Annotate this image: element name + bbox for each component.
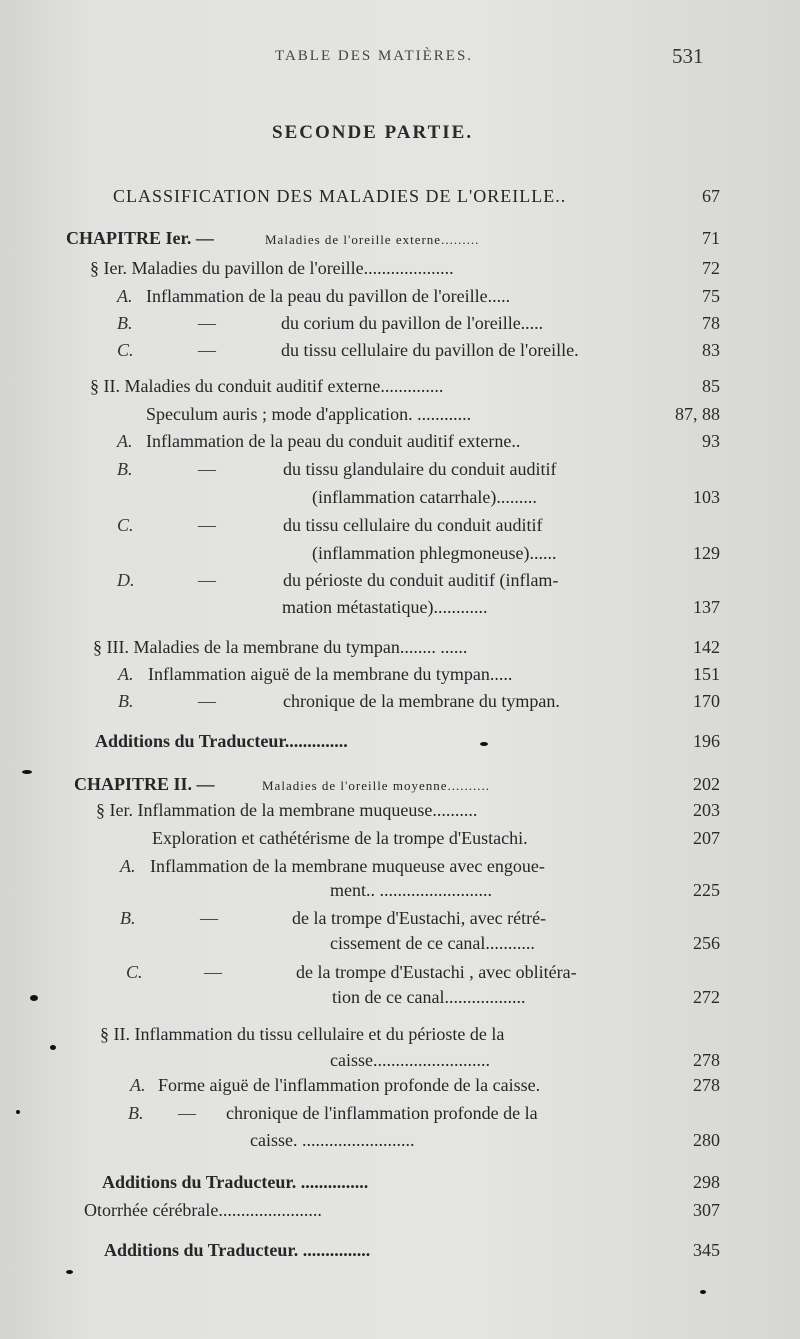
toc-entry bbox=[0, 515, 800, 545]
toc-entry bbox=[0, 186, 800, 216]
entry-text: Inflammation de la peau du conduit auditif externe.. bbox=[146, 431, 521, 451]
entry-text: caisse.......................... bbox=[330, 1050, 490, 1070]
header-page-number: 531 bbox=[672, 44, 704, 68]
entry-page: 137 bbox=[693, 597, 720, 617]
toc-entry bbox=[0, 1240, 800, 1270]
toc-entry bbox=[0, 1200, 800, 1230]
entry-text: Additions du Traducteur.............. bbox=[95, 731, 348, 751]
entry-page: 202 bbox=[693, 774, 720, 794]
entry-page: 85 bbox=[702, 376, 720, 396]
entry-text: Maladies de l'oreille moyenne.......... bbox=[262, 778, 490, 793]
entry-page: 170 bbox=[693, 691, 720, 711]
scan-speck bbox=[16, 1110, 20, 1114]
chapter-entry bbox=[0, 228, 800, 258]
toc-entry bbox=[0, 731, 800, 761]
entry-page: 256 bbox=[693, 933, 720, 953]
toc-entry bbox=[0, 340, 800, 370]
entry-page: 280 bbox=[693, 1130, 720, 1150]
entry-letter: B. bbox=[117, 459, 133, 479]
chapter-prefix: CHAPITRE Ier. — bbox=[66, 228, 214, 248]
toc-entry bbox=[0, 1103, 800, 1133]
entry-text: cissement de ce canal........... bbox=[330, 933, 535, 953]
entry-letter: B. bbox=[118, 691, 134, 711]
entry-letter: A. bbox=[120, 856, 136, 876]
entry-page: 67 bbox=[702, 186, 720, 206]
entry-dash: — bbox=[198, 691, 216, 711]
entry-page: 103 bbox=[693, 487, 720, 507]
entry-page: 196 bbox=[693, 731, 720, 751]
entry-text: Additions du Traducteur. ............... bbox=[102, 1172, 369, 1192]
entry-text: § Ier. Maladies du pavillon de l'oreille.................... bbox=[90, 258, 454, 278]
toc-entry bbox=[0, 637, 800, 667]
toc-entry bbox=[0, 313, 800, 343]
entry-page: 203 bbox=[693, 800, 720, 820]
toc-entry bbox=[0, 570, 800, 600]
entry-text: § Ier. Inflammation de la membrane muqueuse.......... bbox=[96, 800, 478, 820]
entry-text: du tissu cellulaire du pavillon de l'oreille. bbox=[281, 340, 579, 360]
toc-entry bbox=[0, 1130, 800, 1160]
entry-page: 72 bbox=[702, 258, 720, 278]
toc-entry bbox=[0, 404, 800, 434]
scan-speck bbox=[66, 1270, 73, 1274]
entry-page: 83 bbox=[702, 340, 720, 360]
entry-text: § II. Inflammation du tissu cellulaire et du périoste de la bbox=[100, 1024, 505, 1044]
entry-text: mation métastatique)............ bbox=[282, 597, 488, 617]
entry-text: Speculum auris ; mode d'application. ............ bbox=[146, 404, 472, 424]
entry-text: du corium du pavillon de l'oreille..... bbox=[281, 313, 544, 333]
entry-letter: C. bbox=[117, 340, 134, 360]
entry-letter: A. bbox=[130, 1075, 146, 1095]
entry-text: (inflammation catarrhale)......... bbox=[312, 487, 537, 507]
entry-text: Exploration et cathétérisme de la trompe d'Eustachi. bbox=[152, 828, 528, 848]
entry-text: Inflammation aiguë de la membrane du tympan..... bbox=[148, 664, 513, 684]
entry-text: Maladies de l'oreille externe......... bbox=[265, 232, 480, 247]
entry-text: § III. Maladies de la membrane du tympan........ ...... bbox=[93, 637, 468, 657]
toc-entry bbox=[0, 376, 800, 406]
entry-page: 225 bbox=[693, 880, 720, 900]
entry-page: 278 bbox=[693, 1050, 720, 1070]
entry-text: caisse. ......................... bbox=[250, 1130, 415, 1150]
entry-text: Forme aiguë de l'inflammation profonde de la caisse. bbox=[158, 1075, 541, 1095]
entry-letter: B. bbox=[120, 908, 136, 928]
entry-text: Inflammation de la peau du pavillon de l'oreille..... bbox=[146, 286, 511, 306]
entry-letter: B. bbox=[117, 313, 133, 333]
chapter-prefix: CHAPITRE II. — bbox=[74, 774, 215, 794]
entry-letter: C. bbox=[117, 515, 134, 535]
scan-speck bbox=[700, 1290, 706, 1294]
entry-text: Otorrhée cérébrale....................... bbox=[84, 1200, 322, 1220]
toc-entry bbox=[0, 933, 800, 963]
scan-speck bbox=[480, 742, 488, 746]
entry-text: § II. Maladies du conduit auditif externe.............. bbox=[90, 376, 444, 396]
scan-speck bbox=[22, 770, 32, 774]
running-header: TABLE DES MATIÈRES. bbox=[275, 48, 474, 64]
entry-letter: A. bbox=[117, 286, 133, 306]
entry-page: 151 bbox=[693, 664, 720, 684]
entry-text: Inflammation de la membrane muqueuse avec engoue- bbox=[150, 856, 545, 876]
entry-text: ment.. ......................... bbox=[330, 880, 492, 900]
entry-page: 272 bbox=[693, 987, 720, 1007]
entry-page: 87, 88 bbox=[675, 404, 720, 424]
toc-entry bbox=[0, 1075, 800, 1105]
scan-speck bbox=[30, 995, 38, 1001]
entry-dash: — bbox=[198, 459, 216, 479]
entry-text: CLASSIFICATION DES MALADIES DE L'OREILLE.. bbox=[113, 186, 567, 206]
entry-page: 278 bbox=[693, 1075, 720, 1095]
toc-entry bbox=[0, 258, 800, 288]
entry-dash: — bbox=[198, 340, 216, 360]
entry-page: 142 bbox=[693, 637, 720, 657]
toc-entry bbox=[0, 431, 800, 461]
entry-dash: — bbox=[178, 1103, 196, 1123]
entry-dash: — bbox=[198, 313, 216, 333]
entry-letter: A. bbox=[117, 431, 133, 451]
toc-entry bbox=[0, 880, 800, 910]
toc-entry bbox=[0, 543, 800, 573]
toc-entry bbox=[0, 286, 800, 316]
entry-page: 78 bbox=[702, 313, 720, 333]
entry-dash: — bbox=[198, 515, 216, 535]
entry-letter: A. bbox=[118, 664, 134, 684]
entry-page: 75 bbox=[702, 286, 720, 306]
entry-text: du tissu glandulaire du conduit auditif bbox=[283, 459, 557, 479]
entry-page: 129 bbox=[693, 543, 720, 563]
toc-entry bbox=[0, 691, 800, 721]
entry-dash: — bbox=[198, 570, 216, 590]
entry-text: de la trompe d'Eustachi, avec rétré- bbox=[292, 908, 547, 928]
entry-page: 298 bbox=[693, 1172, 720, 1192]
entry-page: 93 bbox=[702, 431, 720, 451]
entry-letter: C. bbox=[126, 962, 143, 982]
entry-text: chronique de l'inflammation profonde de la bbox=[226, 1103, 538, 1123]
entry-text: (inflammation phlegmoneuse)...... bbox=[312, 543, 557, 563]
toc-entry bbox=[0, 597, 800, 627]
toc-entry bbox=[0, 487, 800, 517]
scan-speck bbox=[50, 1045, 56, 1050]
part-title: SECONDE PARTIE. bbox=[272, 122, 474, 143]
entry-page: 71 bbox=[702, 228, 720, 248]
entry-letter: D. bbox=[117, 570, 135, 590]
toc-entry bbox=[0, 664, 800, 694]
entry-text: Additions du Traducteur. ............... bbox=[104, 1240, 371, 1260]
toc-entry bbox=[0, 828, 800, 858]
entry-text: du tissu cellulaire du conduit auditif bbox=[283, 515, 543, 535]
toc-entry bbox=[0, 459, 800, 489]
entry-page: 345 bbox=[693, 1240, 720, 1260]
entry-text: tion de ce canal.................. bbox=[332, 987, 526, 1007]
entry-page: 207 bbox=[693, 828, 720, 848]
entry-text: chronique de la membrane du tympan. bbox=[283, 691, 560, 711]
entry-text: du périoste du conduit auditif (inflam- bbox=[283, 570, 559, 590]
entry-text: de la trompe d'Eustachi , avec oblitéra- bbox=[296, 962, 577, 982]
entry-letter: B. bbox=[128, 1103, 144, 1123]
toc-entry bbox=[0, 1172, 800, 1202]
entry-dash: — bbox=[204, 962, 222, 982]
toc-entry bbox=[0, 987, 800, 1017]
entry-page: 307 bbox=[693, 1200, 720, 1220]
toc-entry bbox=[0, 800, 800, 830]
entry-dash: — bbox=[200, 908, 218, 928]
